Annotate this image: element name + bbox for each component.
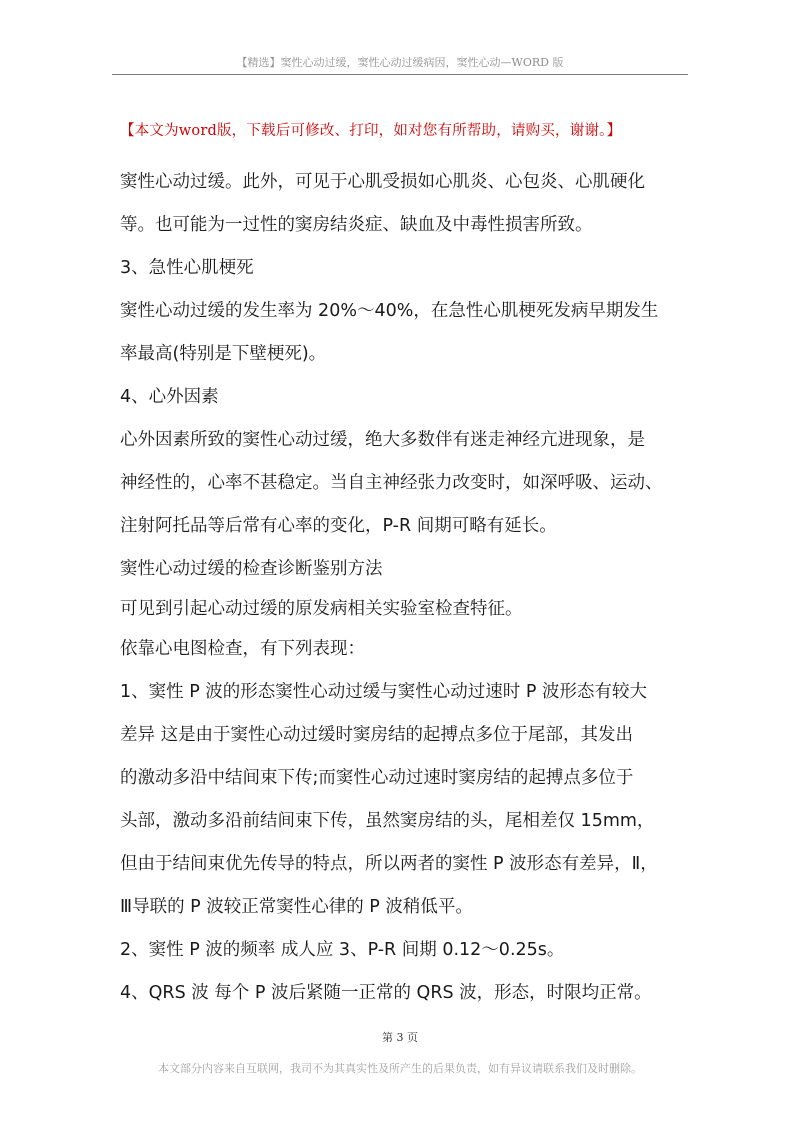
- body-line: 等。也可能为一过性的窦房结炎症、缺血及中毒性损害所致。: [120, 215, 593, 235]
- body-line: 注射阿托品等后常有心率的变化，P-R 间期可略有延长。: [120, 516, 557, 536]
- body-line: 心外因素所致的窦性心动过缓，绝大多数伴有迷走神经亢进现象，是: [120, 430, 645, 450]
- body-line: Ⅲ导联的 P 波较正常窦性心律的 P 波稍低平。: [120, 897, 473, 917]
- body-line: 可见到引起心动过缓的原发病相关实验室检查特征。: [120, 599, 523, 619]
- body-line: 窦性心动过缓。此外，可见于心肌受损如心肌炎、心包炎、心肌硬化: [120, 172, 645, 192]
- body-line: 神经性的，心率不甚稳定。当自主神经张力改变时，如深呼吸、运动、: [120, 473, 663, 493]
- body-line: 窦性心动过缓的发生率为 20%～40%，在急性心肌梗死发病早期发生: [120, 301, 659, 321]
- body-line: 4、QRS 波 每个 P 波后紧随一正常的 QRS 波，形态，时限均正常。: [120, 983, 652, 1003]
- section-heading: 窦性心动过缓的检查诊断鉴别方法: [120, 559, 383, 579]
- header-divider: [112, 74, 688, 75]
- body-line: 的激动多沿中结间束下传;而窦性心动过速时窦房结的起搏点多位于: [120, 768, 634, 788]
- footer-disclaimer: 本文部分内容来自互联网，我司不为其真实性及所产生的后果负责，如有异议请联系我们及时删除。: [158, 1062, 642, 1075]
- body-line: 率最高(特别是下壁梗死)。: [120, 344, 327, 364]
- body-line: 1、窦性 P 波的形态窦性心动过缓与窦性心动过速时 P 波形态有较大: [120, 682, 647, 702]
- section-heading: 4、心外因素: [120, 387, 219, 407]
- body-line: 但由于结间束优先传导的特点，所以两者的窦性 P 波形态有差异，Ⅱ，: [120, 854, 658, 874]
- page-number: 第 3 页: [382, 1031, 418, 1044]
- page-header: 【精选】窦性心动过缓，窦性心动过缓病因，窦性心动—WORD 版: [236, 56, 564, 69]
- body-line: 2、窦性 P 波的频率 成人应 3、P-R 间期 0.12～0.25s。: [120, 940, 565, 960]
- section-heading: 3、急性心肌梗死: [120, 258, 254, 278]
- body-line: 依靠心电图检查，有下列表现：: [120, 639, 365, 659]
- body-line: 头部，激动多沿前结间束下传，虽然窦房结的头，尾相差仅 15mm，: [120, 811, 655, 831]
- body-line: 差异 这是由于窦性心动过缓时窦房结的起搏点多位于尾部，其发出: [120, 725, 634, 745]
- download-notice: 【本文为word版，下载后可修改、打印，如对您有所帮助，请购买，谢谢。】: [120, 123, 622, 139]
- document-body: [120, 166, 682, 1020]
